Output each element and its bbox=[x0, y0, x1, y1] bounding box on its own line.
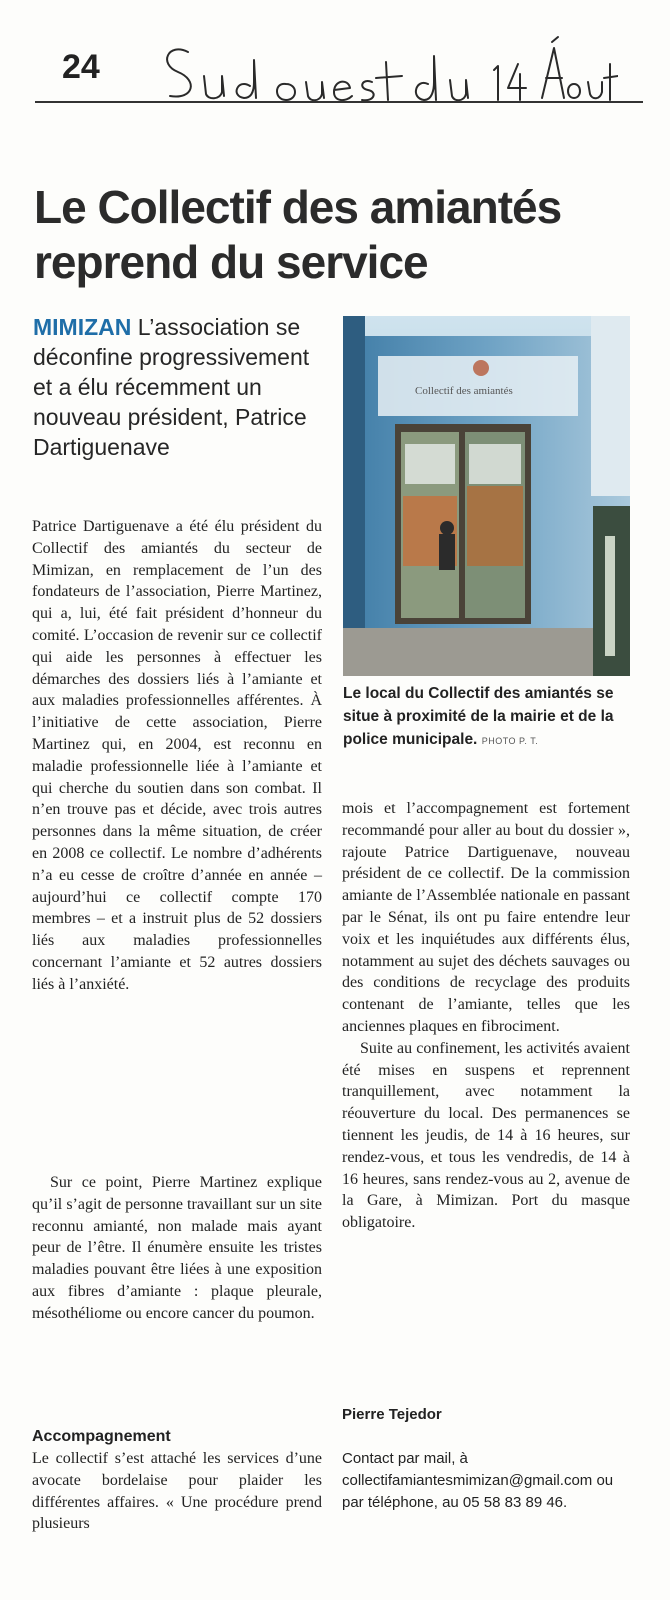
body-column-left bbox=[32, 516, 322, 996]
photo-credit: PHOTO P. T. bbox=[481, 736, 539, 746]
continued-paragraph-2: Suite au confinement, les activités avaient été mises en suspens et reprennent tranquillement, avec notamment la réouverture du local. Des permanences se tiennent les jeudis, de 14 à 16 heures, sur rendez-vous, et tous les vendredis, de 14 à 16 heures, sans rendez-vous au 2, avenue de la Gare, à Mimizan. Port du masque obligatoire. bbox=[342, 1039, 630, 1232]
body-column-left-continued bbox=[32, 1172, 322, 1325]
photo-caption bbox=[343, 682, 630, 751]
article-photo bbox=[343, 316, 630, 676]
article-lede bbox=[33, 312, 333, 462]
page-number: 24 bbox=[62, 48, 100, 86]
header-rule bbox=[35, 101, 643, 103]
lede-text: L’association se déconfine progressivement et a élu récemment un nouveau président, Patrice Dartiguenave bbox=[33, 314, 310, 460]
lede-location: MIMIZAN bbox=[33, 314, 132, 340]
photo-sign-text: Collectif des amiantés bbox=[415, 385, 513, 397]
continued-paragraph-1: mois et l’accompagnement est fortement recommandé pour aller au bout du dossier », rajoute Patrice Dartiguenave, nouveau président de ce collectif. De la commission amiante de l’Assemblée nationale en passant par le Sénat, ils ont pu faire entendre leur voix et les inquiétudes aux différents élus, notamment au sujet des déchets sauvages ou des conditions de recyclage des produits contenant de l’amiante, telles que les anciennes plaques en fibrociment. bbox=[342, 800, 630, 1035]
byline: Pierre Tejedor bbox=[342, 1406, 442, 1423]
caption-text: Le local du Collectif des amiantés se situe à proximité de la mairie et de la police municipale. bbox=[343, 685, 614, 748]
body-column-right bbox=[342, 798, 630, 1234]
photo-illustration bbox=[343, 316, 630, 676]
handwritten-annotation bbox=[158, 34, 618, 110]
contact-info: Contact par mail, à collectifamiantesmimizan@gmail.com ou par téléphone, au 05 58 83 89 46. bbox=[342, 1450, 614, 1511]
section-subhead: Accompagnement bbox=[32, 1428, 171, 1445]
body-paragraph-1: Patrice Dartiguenave a été élu président du Collectif des amiantés du secteur de Mimizan, en remplacement de l’un des fondateurs de l’association, Pierre Martinez, qui a, lui, été fait président d’honneur du comité. L’occasion de revenir sur ce collectif qui aide les personnes à effectuer les démarches des dossiers liés à l’amiante et aux maladies professionnelles afférentes. À l’initiative de cette association, Pierre Martinez qui, en 2004, est reconnu en maladie professionnelle liée à l’amiante et qui cherche du soutien dans son combat. Il n’en trouve pas et décide, avec trois autres personnes dans la même situation, de créer en 2008 ce collectif. Le nombre d’adhérents n’a eu cesse de croître d’année en année – aujourd’hui ce collectif compte 170 membres – et a instruit plus de 52 dossiers liés aux maladies professionnelles concernant l’amiante et 52 autres dossiers liés à l’anxiété. bbox=[32, 518, 322, 993]
article-headline: Le Collectif des amiantés reprend du service bbox=[34, 181, 562, 288]
accompagnement-paragraph bbox=[32, 1448, 322, 1535]
accompagnement-text: Le collectif s’est attaché les services d’une avocate bordelaise pour plaider les différentes affaires. « Une procédure prend plusieurs bbox=[32, 1450, 322, 1533]
body-paragraph-2: Sur ce point, Pierre Martinez explique qu’il s’agit de personne travaillant sur un site reconnu amianté, non malade mais ayant peur de l’être. Il énumère ensuite les tristes maladies pouvant être liées à une exposition aux fibres d’amiante : plaque pleurale, mésothéliome ou encore cancer du poumon. bbox=[32, 1174, 322, 1322]
